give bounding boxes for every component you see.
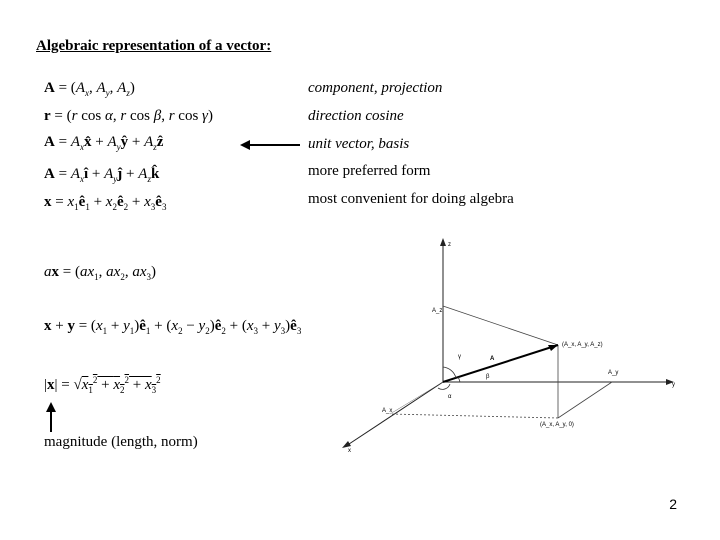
note-component: component, projection [308,80,443,96]
beta-label: β [486,374,490,380]
equation-unit-vector: $A = A_xx̂$ + $A_yŷ$ + $A_zẑ$ [44,134,164,152]
magnitude-label: magnitude (length, norm) [44,434,198,450]
axis-y-label: y [672,382,675,388]
alpha-label: α [448,394,452,400]
equation-components: $A = (A_x$, $A_y$, $A_z$) [44,80,135,98]
up-arrow-icon [44,402,58,432]
base-point-label: (A_x, A_y, 0) [540,422,574,428]
equation-direction-cosine: r = (r cos α, r cos β, r cos γ) [44,108,213,124]
equation-ijk: $A = A_xî$ + $A_yĵ$ + $A_zk̂$ [44,166,160,184]
left-arrow-icon [240,138,302,152]
equation-scalar-mult: ax = ($ax_1$, $ax_2$, $ax_3$) [44,264,156,282]
az-label: A_z [432,308,443,314]
axis-z-label: z [448,242,451,248]
slide-title: Algebraic representation of a vector: [36,38,272,54]
gamma-label: γ [458,354,461,360]
ay-label: A_y [608,370,619,376]
equation-vector-sum: $x + y = (x_1$ + $y_1)ê_1 + (x_2$ − $y_2)ê_2 + (x_3$ + $y_3)ê_3$ [44,318,302,336]
equation-basis-e: $x = x_1ê_1$ + $x_2ê_2$ + $x_3ê_3$ [44,194,167,212]
vector-diagram [330,232,690,460]
note-direction-cosine: direction cosine [308,108,404,124]
note-preferred-form: more preferred form [308,163,431,179]
note-convenient: most convenient for doing algebra [308,191,514,207]
note-unit-vector: unit vector, basis [308,136,410,152]
axis-x-label: x [348,448,351,454]
point-label: (A_x, A_y, A_z) [562,342,603,348]
ax-label: A_x [382,408,393,414]
vector-a-label: A [490,356,495,362]
equation-magnitude: $|x| = √x_1^2 + x_2^2 + x_3^2$ [44,375,161,395]
page-number: 2 [669,496,677,512]
